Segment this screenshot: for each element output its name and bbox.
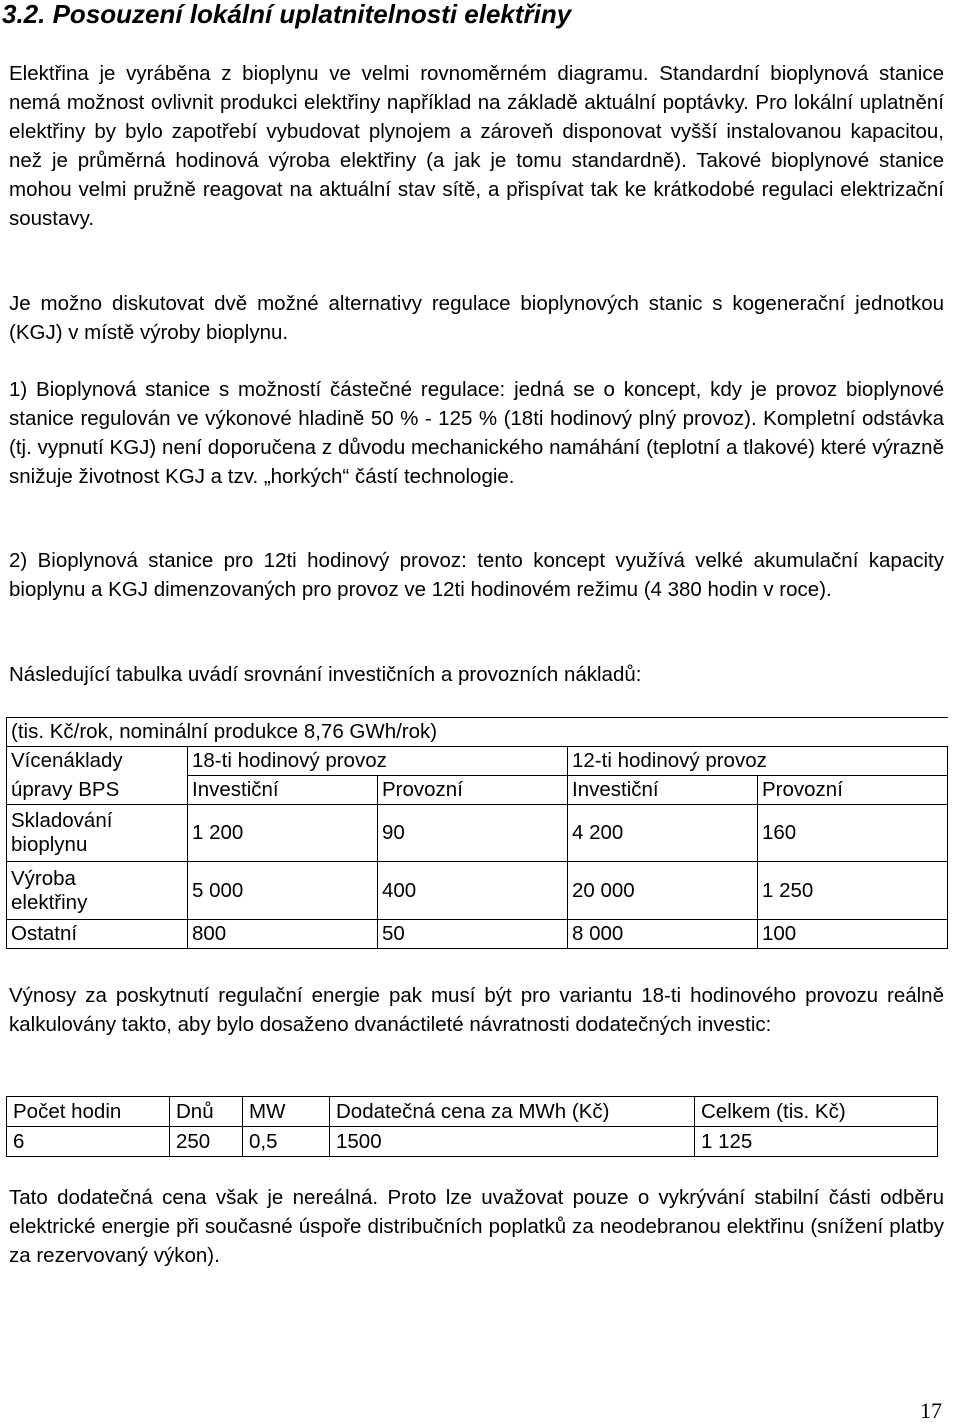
table-cell: 1 200	[188, 805, 378, 862]
table-cell: 1500	[330, 1127, 695, 1157]
table-row	[7, 862, 948, 920]
page-number: 17	[920, 1398, 942, 1423]
table-header-cell: 12-ti hodinový provoz	[568, 747, 948, 776]
table-cell: 400	[378, 862, 568, 920]
table-header-cell: Investiční	[568, 776, 758, 805]
table-caption: (tis. Kč/rok, nominální produkce 8,76 GWh/rok)	[7, 718, 948, 747]
table-row	[7, 747, 948, 776]
table-cell: 6	[7, 1127, 170, 1157]
cost-comparison-table	[6, 717, 948, 949]
table-header-cell: Počet hodin	[7, 1097, 170, 1127]
table-cell: 50	[378, 920, 568, 949]
paragraph-intro: Elektřina je vyráběna z bioplynu ve velmi rovnoměrném diagramu. Standardní bioplynová stanice nemá možnost ovlivnit produkci elektřiny například na základě aktuální poptávky. Pro lokální uplatnění elektřiny by bylo zapotřebí vybudovat plynojem a zároveň disponovat vyšší instalovanou kapacitou, než je průměrná hodinová výroba elektřiny (a jak je tomu standardně). Takové bioplynové stanice mohou velmi pružně reagovat na aktuální stav sítě, a přispívat tak ke krátkodobé regulaci elektrizační soustavy.	[9, 62, 944, 230]
table-header-cell: Provozní	[758, 776, 948, 805]
table-row	[7, 776, 948, 805]
table-cell: 1 125	[695, 1127, 938, 1157]
table-cell: 800	[188, 920, 378, 949]
table-header-cell: 18-ti hodinový provoz	[188, 747, 568, 776]
table-cell: 5 000	[188, 862, 378, 920]
table-cell: 160	[758, 805, 948, 862]
row-label-line: bioplynu	[11, 833, 88, 856]
revenue-table	[6, 1096, 938, 1157]
table-header-cell: Dodatečná cena za MWh (Kč)	[330, 1097, 695, 1127]
paragraph-alternatives: Je možno diskutovat dvě možné alternativy regulace bioplynových stanic s kogenerační jednotkou (KGJ) v místě výroby bioplynu.	[9, 292, 944, 344]
table-cell: 20 000	[568, 862, 758, 920]
row-label-line: Skladování	[11, 809, 113, 832]
paragraph-option-2: 2) Bioplynová stanice pro 12ti hodinový provoz: tento koncept využívá velké akumulační kapacity bioplynu a KGJ dimenzovaných pro provoz ve 12ti hodinovém režimu (4 380 hodin v roce).	[9, 549, 944, 601]
table-header-cell: úpravy BPS	[7, 776, 188, 805]
row-label-line: elektřiny	[11, 890, 88, 914]
table-row-label	[7, 805, 188, 862]
table-header-cell: Celkem (tis. Kč)	[695, 1097, 938, 1127]
table-row-label	[7, 862, 188, 920]
table-row-label: Ostatní	[7, 920, 188, 949]
section-heading: 3.2. Posouzení lokální uplatnitelnosti elektřiny	[2, 0, 572, 29]
table-header-cell: MW	[243, 1097, 330, 1127]
table-row	[7, 920, 948, 949]
paragraph-revenue: Výnosy za poskytnutí regulační energie pak musí být pro variantu 18-ti hodinového provozu reálně kalkulovány takto, aby bylo dosaženo dvanáctileté návratnosti dodatečných investic:	[9, 984, 944, 1036]
table-header-cell: Dnů	[170, 1097, 243, 1127]
table-header-cell: Vícenáklady	[7, 747, 188, 776]
paragraph-conclusion: Tato dodatečná cena však je nereálná. Proto lze uvažovat pouze o vykrývání stabilní části odběru elektrické energie při současné úspoře distribučních poplatků za neodebranou elektřinu (snížení platby za rezervovaný výkon).	[9, 1186, 944, 1267]
table-row	[7, 805, 948, 862]
table-cell: 100	[758, 920, 948, 949]
table-header-cell: Provozní	[378, 776, 568, 805]
row-label-line: Výroba	[11, 866, 76, 890]
paragraph-table-intro: Následující tabulka uvádí srovnání investičních a provozních nákladů:	[9, 663, 642, 686]
table-cell: 8 000	[568, 920, 758, 949]
table-header-cell: Investiční	[188, 776, 378, 805]
table-cell: 1 250	[758, 862, 948, 920]
table-row	[7, 718, 948, 747]
table-row	[7, 1127, 938, 1157]
table-cell: 250	[170, 1127, 243, 1157]
paragraph-option-1: 1) Bioplynová stanice s možností částečné regulace: jedná se o koncept, kdy je provoz bioplynové stanice regulován ve výkonové hladině 50 % - 125 % (18ti hodinový plný provoz). Kompletní odstávka (tj. vypnutí KGJ) není doporučena z důvodu mechanického namáhání (teplotní a tlakové) které výrazně snižuje životnost KGJ a tzv. „horkých“ částí technologie.	[9, 378, 944, 488]
table-cell: 0,5	[243, 1127, 330, 1157]
table-row	[7, 1097, 938, 1127]
table-cell: 90	[378, 805, 568, 862]
table-cell: 4 200	[568, 805, 758, 862]
